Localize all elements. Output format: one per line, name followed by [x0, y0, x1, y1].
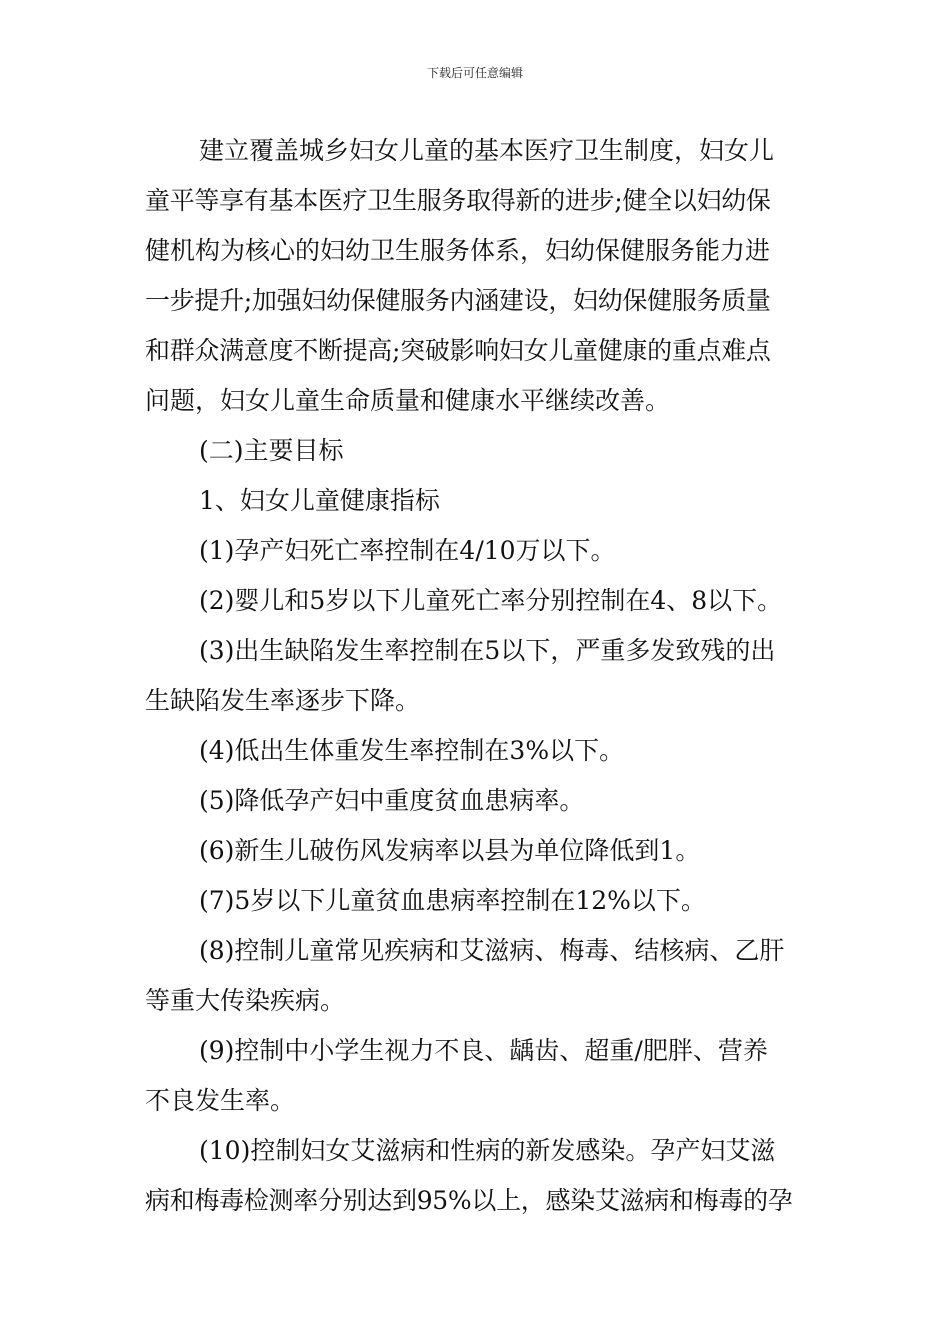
target-item-5: [145, 776, 815, 826]
target-item-1: [145, 526, 815, 576]
item-line: (2)婴儿和5岁以下儿童死亡率分别控制在4、8以下。: [199, 586, 783, 615]
target-item-2: [145, 576, 815, 626]
target-item-7: [145, 876, 815, 926]
page-header: 下载后可任意编辑: [426, 66, 523, 80]
target-item-8: [145, 926, 815, 1026]
item-line: (4)低出生体重发生率控制在3%以下。: [199, 736, 625, 765]
item-line: 不良发生率。: [145, 1086, 296, 1115]
intro-line: 问题，妇女儿童生命质量和健康水平继续改善。: [145, 386, 671, 415]
intro-paragraph: [145, 126, 815, 426]
document-body: [145, 126, 815, 1226]
item-line: (1)孕产妇死亡率控制在4/10万以下。: [199, 536, 616, 565]
item-line: (7)5岁以下儿童贫血患病率控制在12%以下。: [199, 886, 706, 915]
intro-line: 一步提升;加强妇幼保健服务内涵建设，妇幼保健服务质量: [145, 286, 771, 315]
intro-line: 和群众满意度不断提高;突破影响妇女儿童健康的重点难点: [145, 336, 771, 365]
item-line: (9)控制中小学生视力不良、龋齿、超重/肥胖、营养: [199, 1036, 768, 1065]
target-item-10: [145, 1126, 815, 1226]
item-line: (10)控制妇女艾滋病和性病的新发感染。孕产妇艾滋: [199, 1136, 776, 1165]
intro-line: 童平等享有基本医疗卫生服务取得新的进步;健全以妇幼保: [145, 186, 771, 215]
intro-line: 健机构为核心的妇幼卫生服务体系，妇幼保健服务能力进: [145, 236, 771, 265]
target-item-3: [145, 626, 815, 726]
item-line: (6)新生儿破伤风发病率以县为单位降低到1。: [199, 836, 701, 865]
item-line: (8)控制儿童常见疾病和艾滋病、梅毒、结核病、乙肝: [199, 936, 785, 965]
item-line: 等重大传染疾病。: [145, 986, 346, 1015]
item-line: 生缺陷发生率逐步下降。: [145, 686, 421, 715]
target-item-4: [145, 726, 815, 776]
item-line: 病和梅毒检测率分别达到95%以上，感染艾滋病和梅毒的孕: [145, 1186, 793, 1215]
target-item-6: [145, 826, 815, 876]
intro-line: 建立覆盖城乡妇女儿童的基本医疗卫生制度，妇女儿: [199, 136, 775, 165]
item-line: (5)降低孕产妇中重度贫血患病率。: [199, 786, 585, 815]
section-heading: (二)主要目标: [199, 436, 344, 465]
target-item-9: [145, 1026, 815, 1126]
subsection-heading: 1、妇女儿童健康指标: [199, 486, 440, 515]
item-line: (3)出生缺陷发生率控制在5以下，严重多发致残的出: [199, 636, 776, 665]
